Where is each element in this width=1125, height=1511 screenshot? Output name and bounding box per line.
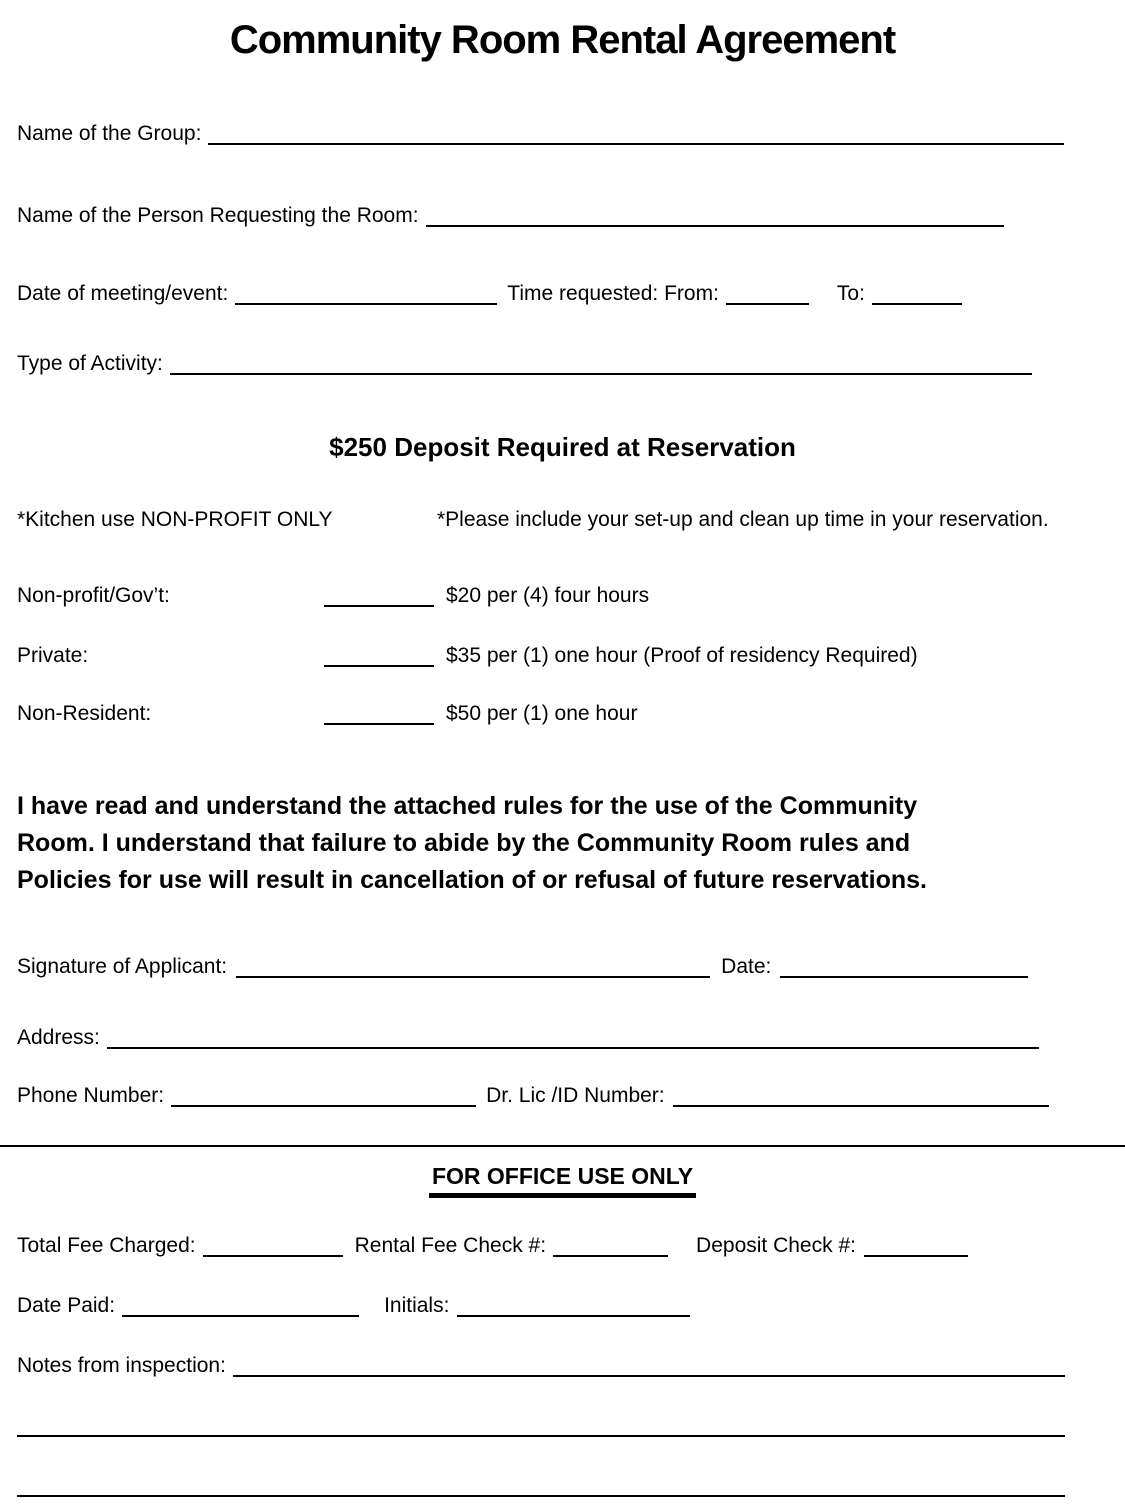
- phone-label: Phone Number:: [17, 1084, 165, 1107]
- agreement-line-3: Policies for use will result in cancellation of or refusal of future reservations.: [17, 866, 927, 894]
- notes-extra-line-2[interactable]: [17, 1495, 1065, 1497]
- fee-field-nonresident[interactable]: [324, 723, 434, 725]
- office-heading-row: [0, 1163, 1125, 1198]
- phone-row: [17, 1084, 1108, 1108]
- person-name-label: Name of the Person Requesting the Room:: [17, 204, 419, 227]
- fee-rate-nonresident: $50 per (1) one hour: [446, 702, 638, 725]
- fee-label-nonresident: Non-Resident:: [17, 702, 152, 725]
- meeting-date-label: Date of meeting/event:: [17, 282, 229, 305]
- signature-label: Signature of Applicant:: [17, 955, 228, 978]
- address-label: Address:: [17, 1026, 100, 1049]
- person-name-row: [17, 204, 1108, 228]
- drlic-label: Dr. Lic /ID Number:: [486, 1084, 665, 1107]
- agreement-paragraph: [17, 788, 927, 899]
- fee-row-nonprofit: [17, 584, 1108, 608]
- total-fee-label: Total Fee Charged:: [17, 1234, 196, 1257]
- rental-check-label: Rental Fee Check #:: [354, 1234, 547, 1257]
- fee-label-nonprofit: Non-profit/Gov’t:: [17, 584, 170, 607]
- office-use-heading: FOR OFFICE USE ONLY: [429, 1163, 696, 1198]
- signature-row: [17, 955, 1108, 979]
- date-paid-label: Date Paid:: [17, 1294, 116, 1317]
- time-requested-label: Time requested: From:: [507, 282, 719, 305]
- time-to-label: To:: [836, 282, 865, 305]
- group-name-label: Name of the Group:: [17, 122, 202, 145]
- usage-notes-row: [17, 508, 1108, 532]
- group-name-row: [17, 122, 1108, 146]
- inspection-notes-field[interactable]: [233, 1375, 1065, 1377]
- rental-check-field[interactable]: [553, 1255, 668, 1257]
- inspection-notes-label: Notes from inspection:: [17, 1354, 226, 1377]
- fee-row-nonresident: [17, 702, 1108, 726]
- deposit-check-label: Deposit Check #:: [696, 1234, 856, 1257]
- signature-field[interactable]: [236, 976, 710, 978]
- section-divider: [0, 1145, 1125, 1147]
- setup-note: *Please include your set-up and clean up time in your reservation.: [437, 508, 1049, 531]
- deposit-heading: $250 Deposit Required at Reservation: [329, 432, 796, 462]
- fee-field-private[interactable]: [324, 665, 434, 667]
- drlic-field[interactable]: [673, 1105, 1049, 1107]
- page-title: Community Room Rental Agreement: [229, 18, 896, 62]
- meeting-date-row: [17, 282, 1108, 306]
- office-fees-row: [17, 1234, 1108, 1258]
- office-date-row: [17, 1294, 1108, 1318]
- inspection-notes-row: [17, 1354, 1108, 1378]
- fee-row-private: [17, 644, 1108, 668]
- time-to-field[interactable]: [872, 303, 962, 305]
- fee-label-private: Private:: [17, 644, 89, 667]
- fee-rate-nonprofit: $20 per (4) four hours: [446, 584, 650, 607]
- fee-rate-private: $35 per (1) one hour (Proof of residency Required): [446, 644, 918, 667]
- date-paid-field[interactable]: [122, 1315, 359, 1317]
- activity-label: Type of Activity:: [17, 352, 163, 375]
- initials-label: Initials:: [384, 1294, 450, 1317]
- meeting-date-field[interactable]: [235, 303, 497, 305]
- phone-field[interactable]: [171, 1105, 476, 1107]
- address-field[interactable]: [107, 1047, 1039, 1049]
- total-fee-field[interactable]: [203, 1255, 343, 1257]
- deposit-heading-row: [0, 432, 1125, 463]
- agreement-line-1: I have read and understand the attached rules for the use of the Community: [17, 792, 918, 820]
- agreement-line-2: Room. I understand that failure to abide by the Community Room rules and: [17, 829, 911, 857]
- group-name-field[interactable]: [208, 143, 1064, 145]
- deposit-check-field[interactable]: [864, 1255, 968, 1257]
- initials-field[interactable]: [457, 1315, 690, 1317]
- time-from-field[interactable]: [726, 303, 809, 305]
- person-name-field[interactable]: [426, 225, 1004, 227]
- page-title-row: [0, 18, 1125, 63]
- activity-row: [17, 352, 1108, 376]
- signature-date-label: Date:: [721, 955, 772, 978]
- address-row: [17, 1026, 1108, 1050]
- signature-date-field[interactable]: [780, 976, 1028, 978]
- activity-field[interactable]: [170, 373, 1032, 375]
- fee-field-nonprofit[interactable]: [324, 605, 434, 607]
- notes-extra-line-1[interactable]: [17, 1435, 1065, 1437]
- kitchen-note: *Kitchen use NON-PROFIT ONLY: [17, 508, 333, 531]
